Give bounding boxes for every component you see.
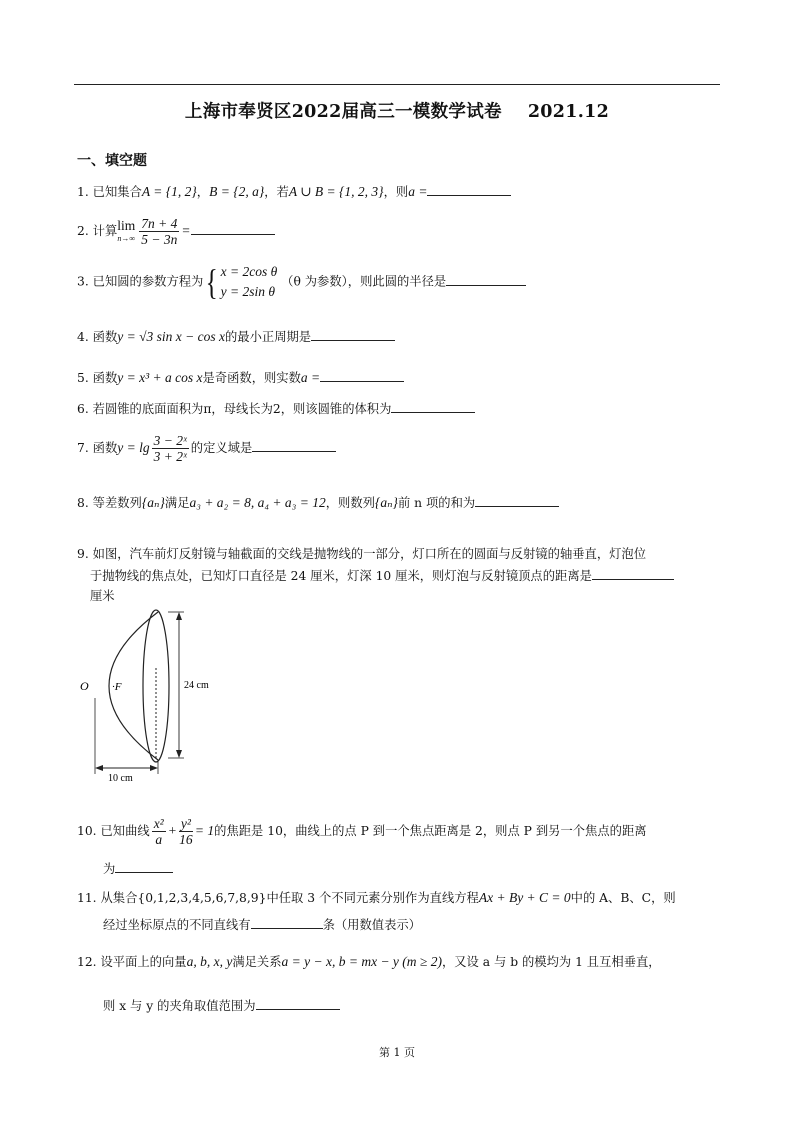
answer-blank[interactable]: [592, 567, 674, 580]
top-rule: [74, 84, 720, 85]
arrow-up-icon: [176, 612, 182, 620]
question-4: [77, 328, 395, 346]
question-12: [77, 953, 661, 971]
q12-vecs: a, b, x, y: [186, 954, 233, 969]
q3-system: [221, 262, 278, 302]
q1-prefix: 已知集合: [92, 185, 142, 199]
answer-blank[interactable]: [252, 439, 336, 452]
q2-prefix: 计算: [92, 224, 118, 238]
q2-fraction: [139, 216, 179, 247]
q8-seq: {aₙ}: [141, 495, 165, 510]
q1-set-a: A = {1, 2}: [141, 184, 197, 199]
answer-blank[interactable]: [251, 916, 323, 929]
q5-mid: 是奇函数，则实数: [202, 371, 301, 385]
headlight-figure: [78, 598, 218, 784]
q6-text: 若圆锥的底面面积为π，母线长为2，则该圆锥的体积为: [92, 402, 392, 416]
q3-prefix: 已知圆的参数方程为: [92, 274, 204, 289]
answer-blank[interactable]: [427, 183, 511, 196]
question-number: 3.: [77, 274, 89, 289]
q12-line2: 则 x 与 y 的夹角取值范围为: [103, 999, 256, 1013]
q9-line1: 如图，汽车前灯反射镜与轴截面的交线是抛物线的一部分，灯口所在的圆面与反射镜的轴垂直，灯泡位: [92, 547, 647, 561]
question-number: 8.: [77, 496, 89, 510]
numerator: 7n + 4: [141, 216, 178, 231]
lim-sub: n→∞: [117, 233, 136, 243]
q3-eq2: y = 2sin θ: [220, 284, 275, 299]
question-2: [77, 216, 275, 247]
answer-blank[interactable]: [311, 328, 395, 341]
q7-expr-left: y = lg: [117, 440, 150, 455]
q10-prefix: 已知曲线: [100, 824, 150, 838]
question-number: 9.: [77, 547, 89, 561]
q10-frac2: [179, 816, 193, 847]
title-text: 上海市奉贤区2022届高三一模数学试卷: [184, 102, 502, 122]
question-6: [77, 400, 475, 418]
answer-blank[interactable]: [191, 222, 275, 235]
question-number: 5.: [77, 371, 89, 385]
answer-blank[interactable]: [256, 997, 340, 1010]
question-number: 2.: [77, 224, 89, 238]
answer-blank[interactable]: [475, 494, 559, 507]
section-heading: 一、填空题: [77, 153, 147, 169]
q1-suffix: ，则: [383, 185, 409, 199]
q8-cond: a₃ + a₂ = 8, a₄ + a₃ = 12: [189, 495, 326, 510]
q10-frac1: [152, 816, 166, 847]
question-number: 11.: [77, 891, 97, 905]
q7-suffix: 的定义域是: [190, 441, 253, 455]
denominator: a: [155, 832, 163, 847]
page-title: [0, 98, 794, 123]
lim-word: lim: [117, 217, 136, 233]
q8-mid3: 前 n 项的和为: [397, 496, 476, 510]
answer-blank[interactable]: [391, 400, 475, 413]
q12-suffix: ，又设 a 与 b 的模均为 1 且互相垂直，: [441, 955, 661, 969]
arrow-left-icon: [95, 765, 103, 771]
q3-eq1: x = 2cos θ: [220, 264, 278, 279]
q4-expr: y = √3 sin x − cos x: [117, 329, 225, 344]
q5-prefix: 函数: [92, 371, 118, 385]
denominator: 16: [179, 832, 193, 847]
brace-symbol: {: [205, 262, 219, 302]
q7-fraction: [152, 433, 189, 464]
q4-suffix: 的最小正周期是: [225, 330, 312, 344]
label-o: O: [80, 679, 89, 693]
plus-sign: +: [167, 823, 177, 838]
q10-line2: 为: [103, 862, 116, 876]
question-number: 1.: [77, 185, 89, 199]
question-12-line2: [103, 997, 340, 1015]
numerator: 3 − 2ˣ: [153, 433, 187, 448]
answer-blank[interactable]: [115, 860, 173, 873]
question-5: [77, 369, 404, 387]
question-11: [77, 889, 676, 907]
q12-prefix: 设平面上的向量: [100, 955, 187, 969]
q8-mid2: ，则数列: [325, 496, 375, 510]
question-9-line2: [90, 567, 674, 585]
q2-lim: [117, 219, 135, 245]
question-11-line2: [103, 916, 421, 934]
question-number: 6.: [77, 402, 89, 416]
numerator: x²: [153, 816, 164, 831]
question-number: 4.: [77, 330, 89, 344]
label-f: ·F: [112, 681, 122, 693]
question-1: 1. 已知集合A = {1, 2}，B = {2, a}，若A ∪ B = {1, 2, 3}，则a =: [77, 183, 511, 201]
answer-blank[interactable]: [446, 273, 526, 286]
q12-rel: a = y − x, b = mx − y (m ≥ 2): [281, 954, 442, 969]
label-depth: 10 cm: [108, 773, 133, 784]
q10-eq: = 1: [194, 823, 215, 838]
question-number: 10.: [77, 824, 97, 838]
q10-suffix: 的焦距是 10，曲线上的点 P 到一个焦点距离是 2，则点 P 到另一个焦点的距离: [214, 824, 647, 838]
question-10-line2: [103, 860, 173, 878]
q11-eqn: Ax + By + C = 0: [478, 890, 571, 905]
title-date: 2021.12: [527, 102, 610, 122]
page-footer: 第 1 页: [379, 1046, 415, 1059]
q1-union: A ∪ B = {1, 2, 3}: [288, 184, 384, 199]
arrow-down-icon: [176, 750, 182, 758]
q11-line1b: 中的 A、B、C，则: [570, 891, 676, 905]
q2-eq: =: [181, 223, 191, 238]
question-10: [77, 816, 647, 847]
q11-line2a: 经过坐标原点的不同直线有: [103, 918, 251, 932]
q7-prefix: 函数: [92, 441, 118, 455]
q12-mid: 满足关系: [232, 955, 282, 969]
denominator: 5 − 3n: [141, 232, 178, 247]
question-number: 7.: [77, 441, 89, 455]
question-3: [77, 262, 526, 302]
q8-mid1: 满足: [164, 496, 190, 510]
q9-line3: 厘米: [90, 589, 115, 603]
q8-seq-2: {aₙ}: [374, 495, 398, 510]
q1-set-b: B = {2, a}: [209, 184, 265, 199]
question-8: [77, 494, 559, 512]
q11-line1a: 从集合{0,1,2,3,4,5,6,7,8,9}中任取 3 个不同元素分别作为直线方程: [100, 891, 479, 905]
q3-suffix: （θ 为参数），则此圆的半径是: [281, 274, 447, 289]
q8-prefix: 等差数列: [92, 496, 142, 510]
q5-expr: y = x³ + a cos x: [117, 370, 203, 385]
numerator: y²: [180, 816, 191, 831]
q11-line2b: 条（用数值表示）: [322, 918, 421, 932]
question-9: [77, 545, 646, 563]
label-diameter: 24 cm: [184, 680, 209, 691]
answer-blank[interactable]: [320, 369, 404, 382]
q4-prefix: 函数: [92, 330, 118, 344]
denominator: 3 + 2ˣ: [153, 449, 187, 464]
q9-line2: 于抛物线的焦点处，已知灯口直径是 24 厘米，灯深 10 厘米，则灯泡与反射镜顶点的距离是: [90, 569, 592, 583]
arrow-right-icon: [150, 765, 158, 771]
q1-mid: ，若: [264, 185, 289, 199]
question-number: 12.: [77, 955, 97, 969]
q1-ans-var: a =: [408, 184, 428, 199]
question-7: [77, 433, 336, 464]
q5-ans-var: a =: [300, 370, 321, 385]
